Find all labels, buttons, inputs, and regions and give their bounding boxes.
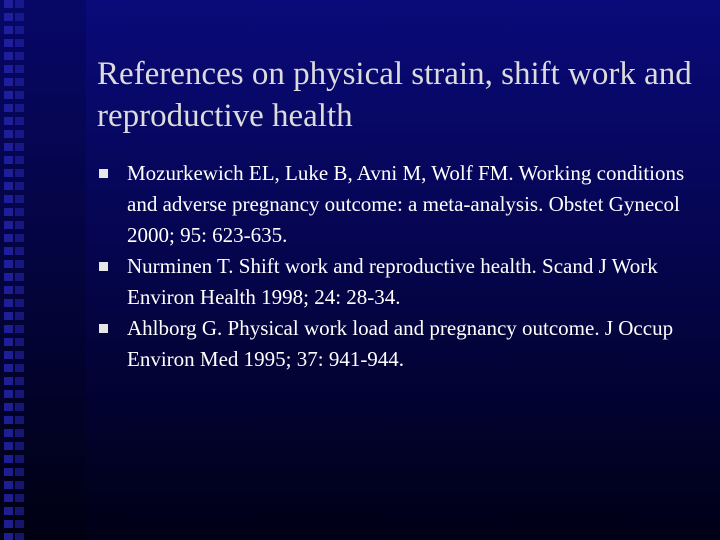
reference-item xyxy=(97,158,697,251)
reference-list xyxy=(97,158,697,375)
reference-text: Ahlborg G. Physical work load and pregnancy outcome. J Occup Environ Med 1995; 37: 941-944. xyxy=(127,316,674,371)
decorative-side-strip xyxy=(0,0,86,540)
reference-item xyxy=(97,251,697,313)
decorative-square-column xyxy=(15,0,24,540)
square-bullet-icon xyxy=(99,262,108,271)
decorative-square-column xyxy=(4,0,13,540)
square-bullet-icon xyxy=(99,169,108,178)
square-bullet-icon xyxy=(99,324,108,333)
reference-item xyxy=(97,313,697,375)
slide-title: References on physical strain, shift work and reproductive health xyxy=(97,56,692,134)
reference-text: Mozurkewich EL, Luke B, Avni M, Wolf FM. Working conditions and adverse pregnancy outcome: a meta-analysis. Obstet Gynecol 2000; 95: 623-635. xyxy=(127,161,685,247)
reference-text: Nurminen T. Shift work and reproductive health. Scand J Work Environ Health 1998; 24: 28-34. xyxy=(127,254,658,309)
